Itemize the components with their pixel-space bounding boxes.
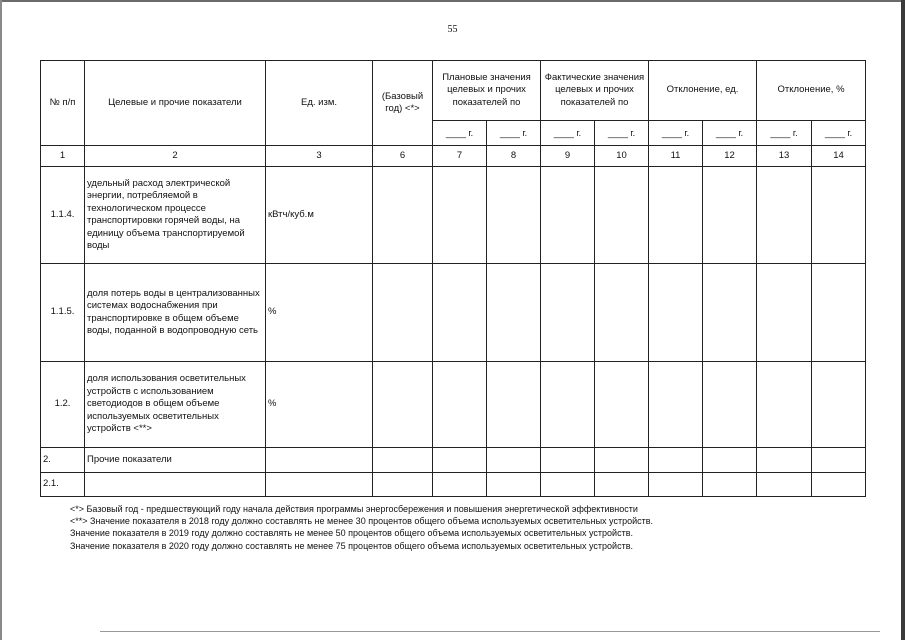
footnotes bbox=[70, 503, 870, 552]
col-number: 14 bbox=[812, 146, 866, 167]
row-unit bbox=[266, 448, 373, 473]
year-cell: ____ г. bbox=[487, 121, 541, 146]
row-indicator bbox=[85, 473, 266, 497]
row-num: 2.1. bbox=[41, 473, 85, 497]
row-num: 1.2. bbox=[41, 362, 85, 448]
table-row bbox=[41, 362, 866, 448]
row-unit: % bbox=[266, 264, 373, 362]
year-cell: ____ г. bbox=[703, 121, 757, 146]
year-cell: ____ г. bbox=[649, 121, 703, 146]
bottom-rule bbox=[100, 631, 880, 632]
col-number: 1 bbox=[41, 146, 85, 167]
col-number: 3 bbox=[266, 146, 373, 167]
col-number: 10 bbox=[595, 146, 649, 167]
row-indicator: доля использования осветительных устройств с использованием светодиодов в общем объеме используемых осветительных устройств <**> bbox=[85, 362, 266, 448]
year-cell: ____ г. bbox=[595, 121, 649, 146]
row-indicator: доля потерь воды в централизованных системах водоснабжения при транспортировке в общем объеме воды, поданной в водопроводную сеть bbox=[85, 264, 266, 362]
table-row bbox=[41, 448, 866, 473]
header-base-year: (Базовый год) <*> bbox=[373, 61, 433, 146]
header-dev-pct: Отклонение, % bbox=[757, 61, 866, 121]
col-number: 9 bbox=[541, 146, 595, 167]
row-num: 1.1.5. bbox=[41, 264, 85, 362]
indicators-table bbox=[40, 60, 866, 497]
row-unit: кВтч/куб.м bbox=[266, 167, 373, 264]
col-number: 2 bbox=[85, 146, 266, 167]
header-row bbox=[41, 61, 866, 121]
page-edge-right bbox=[901, 0, 905, 640]
col-number: 13 bbox=[757, 146, 812, 167]
header-num: № п/п bbox=[41, 61, 85, 146]
header-unit: Ед. изм. bbox=[266, 61, 373, 146]
footnote-base-year: <*> Базовый год - предшествующий году начала действия программы энергосбережения и повышения энергетической эффективности bbox=[70, 504, 638, 514]
row-indicator: Прочие показатели bbox=[85, 448, 266, 473]
footnote-2019: Значение показателя в 2019 году должно составлять не менее 50 процентов общего объема используемых осветительных устройств. bbox=[70, 528, 633, 539]
year-cell: ____ г. bbox=[757, 121, 812, 146]
row-indicator: удельный расход электрической энергии, потребляемой в технологическом процессе транспортировки горячей воды, на единицу объема транспортируемой воды bbox=[85, 167, 266, 264]
col-number: 11 bbox=[649, 146, 703, 167]
table-row bbox=[41, 473, 866, 497]
col-number: 12 bbox=[703, 146, 757, 167]
header-plan: Плановые значения целевых и прочих показателей по bbox=[433, 61, 541, 121]
row-num: 2. bbox=[41, 448, 85, 473]
footnote-2018: <**> Значение показателя в 2018 году должно составлять не менее 30 процентов общего объема используемых осветительных устройств. bbox=[70, 516, 654, 527]
table-row bbox=[41, 167, 866, 264]
page-edge-left bbox=[0, 0, 2, 640]
header-name: Целевые и прочие показатели bbox=[85, 61, 266, 146]
row-unit: % bbox=[266, 362, 373, 448]
table-row bbox=[41, 264, 866, 362]
year-cell: ____ г. bbox=[433, 121, 487, 146]
column-numbers-row bbox=[41, 146, 866, 167]
page-edge-top bbox=[0, 0, 905, 2]
page-number: 55 bbox=[447, 24, 458, 35]
row-unit bbox=[266, 473, 373, 497]
year-cell: ____ г. bbox=[541, 121, 595, 146]
col-number: 8 bbox=[487, 146, 541, 167]
year-cell: ____ г. bbox=[812, 121, 866, 146]
col-number: 7 bbox=[433, 146, 487, 167]
footnote-2020: Значение показателя в 2020 году должно составлять не менее 75 процентов общего объема используемых осветительных устройств. bbox=[70, 540, 633, 551]
col-number: 6 bbox=[373, 146, 433, 167]
row-num: 1.1.4. bbox=[41, 167, 85, 264]
header-fact: Фактические значения целевых и прочих показателей по bbox=[541, 61, 649, 121]
header-dev-unit: Отклонение, ед. bbox=[649, 61, 757, 121]
